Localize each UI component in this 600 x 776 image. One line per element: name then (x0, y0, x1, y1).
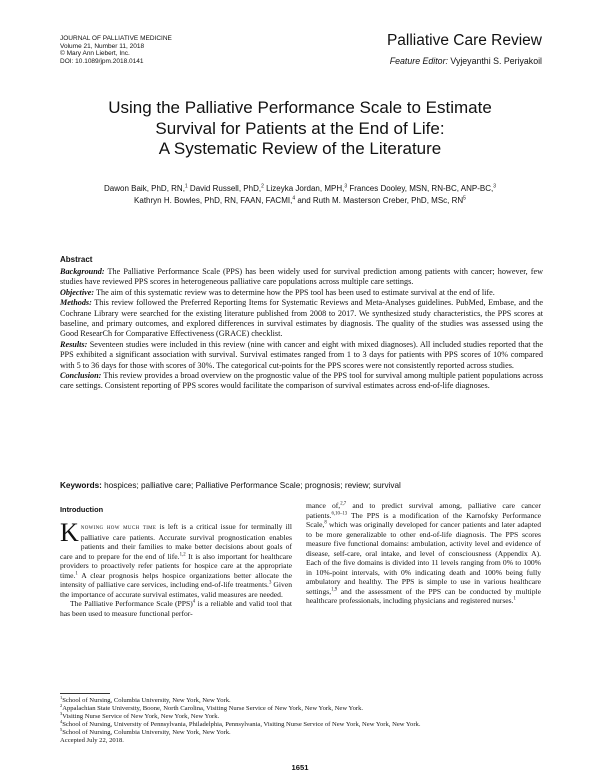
citation-mark[interactable]: 1,2 (179, 552, 186, 558)
footnote-text: School of Nursing, Columbia University, New York, New York. (62, 697, 231, 704)
footnote-divider (60, 693, 110, 694)
abstract-objective (60, 288, 543, 298)
citation-mark[interactable]: 2,7 (340, 501, 347, 507)
author-affiliation-mark: 3 (344, 183, 348, 190)
journal-metadata (60, 35, 172, 65)
body-text: It is also important for healthcare providers to proactively refer patients for hospice care at the appropriate time. (60, 551, 293, 580)
body-text: A clear prognosis helps hospice organizations better allocate the intensity of palliative care services, including end-of-life treatments. (60, 570, 292, 590)
author-affiliation-mark: 1 (184, 183, 188, 190)
body-text: mance of, (306, 501, 341, 510)
author-name: Lizeyka Jordan, MPH, (263, 184, 345, 193)
author-affiliation-mark: 3 (493, 183, 496, 190)
body-text: is left is a critical issue for terminally ill palliative care patients. Accurate survival prognostication enables patients and their families to make better decisions about goals of care and to prepare for the end of life. (60, 522, 292, 561)
body-column-right (306, 501, 541, 606)
footnote-text: School of Nursing, University of Pennsylvania, Philadelphia, Pennsylvania, Visiting Nurse Service of New York, New York, New York. (62, 721, 421, 729)
keywords (60, 481, 401, 490)
citation-mark[interactable]: 4 (192, 599, 196, 605)
abstract-text: The Palliative Performance Scale (PPS) has been widely used for survival prediction among patients with cancer; however, few studies have reviewed PPS scores in heterogeneous palliative care populations across multiple care settings. (60, 267, 543, 287)
journal-volume: Volume 21, Number 11, 2018 (60, 42, 145, 50)
author-name: David Russell, PhD, (187, 184, 262, 193)
body-text: Given the importance of accurate survival estimates, valid measures are needed. (60, 580, 292, 599)
citation-mark[interactable]: 8 (324, 520, 327, 526)
author-line (60, 183, 540, 195)
drop-cap: K (60, 518, 79, 547)
citation-mark[interactable]: 6,10–13 (331, 511, 348, 517)
author-name: Kathryn H. Bowles, PhD, RN, FAAN, FACMI, (134, 196, 293, 205)
body-text: The Palliative Performance Scale (PPS) (70, 599, 193, 609)
abstract-background (60, 267, 543, 288)
abstract-methods (60, 298, 543, 340)
abstract-heading: Abstract (60, 255, 93, 264)
author-line (60, 195, 540, 207)
abstract-label: Conclusion: (60, 371, 102, 381)
body-paragraph (306, 501, 541, 606)
author-name: and Ruth M. Masterson Creber, PhD, MSc, RN (295, 196, 464, 205)
article-title (60, 98, 540, 160)
title-line: A Systematic Review of the Literature (158, 139, 442, 158)
abstract-text: The aim of this systematic review was to determine how the PPS tool has been used to estimate survival at the end of life. (94, 287, 495, 297)
body-paragraph (60, 599, 292, 618)
abstract-text: This review followed the Preferred Reporting Items for Systematic Reviews and Meta-Analyses guidelines. PubMed, Embase, and the Cochrane Library were searched for the existing literature published from 2008 to 2017. We synthesized study characteristics, the PPS scores at baseline, and primary outcomes, and explored differences in survival estimates by diagnosis. The quality of the studies was assessed using the Good ResearCh for Comparative Effectiveness (GRACE) checklist. (60, 298, 543, 339)
citation-mark[interactable]: 1 (75, 571, 78, 577)
keywords-text: hospices; palliative care; Palliative Performance Scale; prognosis; review; survival (101, 481, 401, 490)
abstract-label: Background: (60, 267, 105, 276)
abstract-conclusion (60, 371, 543, 392)
author-list (60, 183, 540, 207)
abstract-results (60, 340, 543, 371)
body-text: is a reliable and valid tool that has been used to measure functional perfor- (60, 599, 293, 618)
accepted-date: Accepted July 22, 2018. (60, 737, 124, 745)
footnote (60, 729, 420, 737)
footnote-mark: 3 (60, 711, 63, 716)
keywords-label: Keywords: (60, 481, 102, 490)
footnote-mark: 4 (60, 719, 63, 725)
footnote-text: School of Nursing, Columbia University, New York, New York. (62, 729, 231, 737)
footnote (60, 694, 420, 705)
lead-in-text: nowing how much time (80, 523, 157, 531)
abstract-label: Methods: (60, 298, 92, 308)
body-text: and to predict survival among, palliative care cancer patients. (306, 501, 542, 520)
feature-editor-label: Feature Editor: (389, 56, 448, 66)
abstract-label: Objective: (60, 287, 95, 297)
body-text: and the assessment of the PPS can be conducted by multiple healthcare professionals, including physicians and registered nurses. (306, 586, 541, 606)
author-affiliation-mark: 2 (261, 183, 264, 190)
author-name: Frances Dooley, MSN, RN-BC, ANP-BC, (347, 184, 494, 193)
introduction-heading: Introduction (60, 505, 104, 514)
doi-link[interactable]: DOI: 10.1089/jpm.2018.0141 (60, 57, 144, 65)
abstract-body (60, 267, 543, 392)
author-affiliation-mark: 5 (463, 195, 466, 202)
abstract-label: Results: (60, 339, 88, 349)
citation-mark[interactable]: 1,9 (331, 587, 338, 593)
copyright-notice: © Mary Ann Liebert, Inc. (60, 50, 130, 58)
footnote (60, 702, 420, 713)
body-text: which was originally developed for cancer patients and later adapted to be more generalizable to other end-of-life diagnosis. The PPS scores measure five functional domains: ambulation, activity level and evidence of disease, self-care, oral intake, and level of consciousness (Appendix A). Each of the five domains is divided into 11 levels ranging from 0% to 100% in 10%-point intervals, with 0% indicating death and 100% being fully ambulatory and healthy. The PPS is simple to use in various healthcare settings, (306, 520, 541, 596)
footnote-mark: 2 (60, 702, 63, 708)
title-line: Using the Palliative Performance Scale to Estimate (108, 98, 492, 117)
body-paragraph (60, 518, 293, 599)
footnote-mark: 1 (60, 694, 63, 700)
citation-mark[interactable]: 1 (513, 596, 516, 602)
page-number: 1651 (291, 763, 309, 772)
author-affiliation-mark: 4 (292, 195, 296, 202)
journal-name: JOURNAL OF PALLIATIVE MEDICINE (60, 35, 172, 42)
title-line: Survival for Patients at the End of Life: (155, 118, 445, 138)
author-name: Dawon Baik, PhD, RN, (104, 184, 185, 193)
footnote-mark: 5 (60, 727, 63, 733)
body-text: The PPS is a modification of the Karnofsky Performance Scale, (306, 510, 541, 530)
body-column-left (60, 518, 293, 618)
citation-mark[interactable]: 3 (268, 580, 272, 586)
footnote-text: Appalachian State University, Boone, North Carolina, Visiting Nurse Service of New York, New York, New York. (62, 705, 364, 713)
footnote-text: Visiting Nurse Service of New York, New York, New York. (62, 713, 220, 721)
section-title: Palliative Care Review (386, 32, 542, 49)
feature-editor-name: Vyjeyanthi S. Periyakoil (447, 56, 542, 66)
affiliation-footnotes (60, 694, 421, 746)
abstract-text: This review provides a broad overview on the prognostic value of the PPS tool for survival among multiple patient populations across care settings. Consistent reporting of PPS scores would facilitate the comparison of survival estimates across end-of-life diagnoses. (60, 371, 543, 391)
feature-editor (390, 56, 542, 66)
abstract-text: Seventeen studies were included in this review (nine with cancer and eight with mixed diagnoses). All included studies reported that the PPS exhibited a significant association with survival. Survival estimates ranged from 1 to 3 days for patients with PPS scores of 10% compared with 5 to 36 days for those with scores of 30%. The categorical cut-points for the PPS scores were not consistently reported across studies. (60, 339, 543, 370)
